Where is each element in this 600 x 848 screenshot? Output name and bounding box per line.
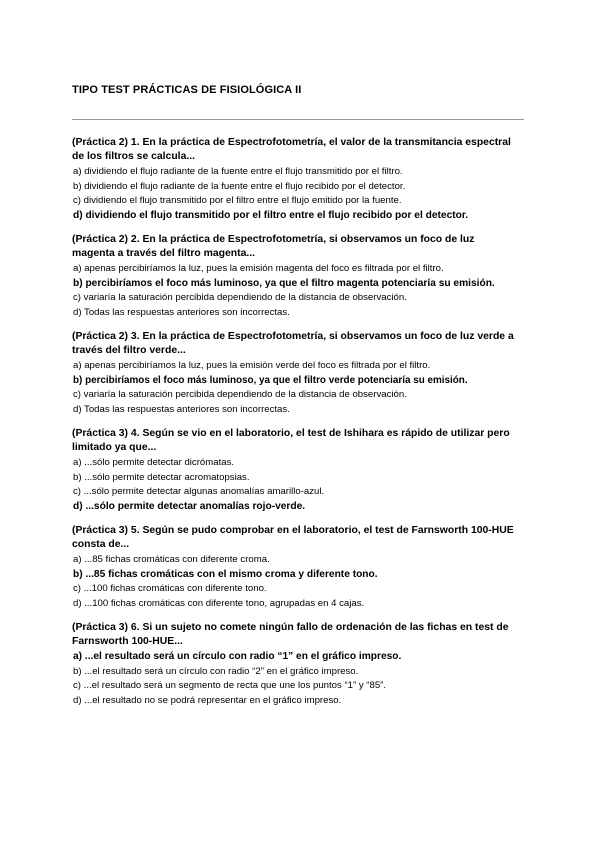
option-b-correct: b) percibiríamos el foco más luminoso, ya que el filtro verde potenciaría su emisión.	[73, 374, 468, 386]
question-3	[72, 330, 520, 417]
option-a: a) ...sólo permite detectar dicrómatas.	[73, 457, 235, 468]
question-stem: (Práctica 3) 5. Según se pudo comprobar en el laboratorio, el test de Farnsworth 100-HUE consta de...	[72, 525, 514, 550]
option-d: d) ...el resultado no se podrá representar en el gráfico impreso.	[73, 694, 342, 706]
option-c: c) ...sólo permite detectar algunas anomalías amarillo-azul.	[73, 486, 325, 497]
option-d-correct: d) dividiendo el flujo transmitido por el filtro entre el flujo recibido por el detector.	[73, 209, 469, 221]
option-b-correct: b) ...85 fichas cromáticas con el mismo croma y diferente tono.	[73, 568, 378, 580]
document-title: TIPO TEST PRÁCTICAS DE FISIOLÓGICA II	[72, 84, 302, 96]
option-c: c) variaría la saturación percibida dependiendo de la distancia de observación.	[73, 389, 407, 400]
option-c: c) ...100 fichas cromáticas con diferente tono.	[73, 583, 267, 594]
question-stem: (Práctica 2) 2. En la práctica de Espectrofotometría, si observamos un foco de luz magenta a través del filtro magenta...	[72, 234, 475, 259]
question-stem: (Práctica 2) 3. En la práctica de Espectrofotometría, si observamos un foco de luz verde a través del filtro verde...	[72, 331, 514, 356]
option-d: d) Todas las respuestas anteriores son incorrectas.	[73, 403, 290, 415]
option-a-correct: a) ...el resultado será un círculo con radio “1” en el gráfico impreso.	[73, 651, 402, 662]
question-stem: (Práctica 3) 4. Según se vio en el laboratorio, el test de Ishihara es rápido de utilizar pero limitado ya que...	[72, 428, 510, 453]
option-c: c) dividiendo el flujo transmitido por el filtro entre el flujo emitido por la fuente.	[73, 195, 402, 206]
option-d: d) ...100 fichas cromáticas con diferente tono, agrupadas en 4 cajas.	[73, 597, 365, 609]
option-b: b) ...sólo permite detectar acromatopsias.	[73, 471, 250, 483]
question-2	[72, 233, 520, 320]
title-divider	[72, 119, 524, 120]
option-c: c) ...el resultado será un segmento de recta que une los puntos “1” y “85”.	[73, 680, 387, 691]
option-d-correct: d) ...sólo permite detectar anomalías rojo-verde.	[73, 500, 306, 512]
question-stem: (Práctica 2) 1. En la práctica de Espectrofotometría, el valor de la transmitancia espectral de los filtros se calcula...	[72, 137, 511, 162]
question-4	[72, 427, 520, 514]
option-a: a) apenas percibiríamos la luz, pues la emisión magenta del foco es filtrada por el filtro.	[73, 263, 444, 274]
option-a: a) ...85 fichas cromáticas con diferente croma.	[73, 554, 270, 565]
option-a: a) apenas percibiríamos la luz, pues la emisión verde del foco es filtrada por el filtro.	[73, 360, 431, 371]
option-b: b) ...el resultado será un círculo con radio “2” en el gráfico impreso.	[73, 665, 359, 677]
option-c: c) variaría la saturación percibida dependiendo de la distancia de observación.	[73, 292, 407, 303]
question-list	[72, 136, 520, 718]
question-1	[72, 136, 520, 223]
question-stem: (Práctica 3) 6. Si un sujeto no comete ningún fallo de ordenación de las fichas en test de Farnsworth 100-HUE...	[72, 622, 509, 647]
option-b-correct: b) percibiríamos el foco más luminoso, ya que el filtro magenta potenciaría su emisión.	[73, 277, 495, 289]
option-d: d) Todas las respuestas anteriores son incorrectas.	[73, 306, 290, 318]
option-a: a) dividiendo el flujo radiante de la fuente entre el flujo transmitido por el filtro.	[73, 166, 403, 177]
question-6	[72, 621, 520, 708]
question-5	[72, 524, 520, 611]
option-b: b) dividiendo el flujo radiante de la fuente entre el flujo recibido por el detector.	[73, 180, 406, 192]
